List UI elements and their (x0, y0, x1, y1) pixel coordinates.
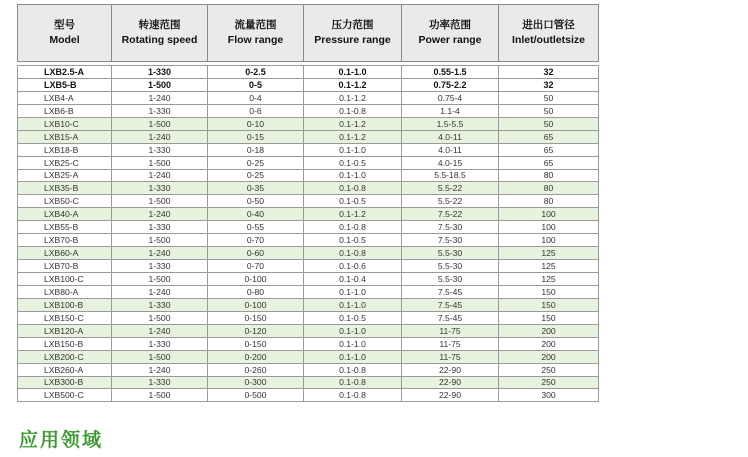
cell-flow-range: 0-120 (208, 324, 304, 337)
cell-flow-range: 0-150 (208, 337, 304, 350)
cell-rotating-speed: 1-240 (112, 130, 208, 143)
cell-power-range: 22-90 (402, 376, 499, 389)
cell-pressure-range: 0.1-0.8 (304, 182, 402, 195)
cell-power-range: 4.0-15 (402, 156, 499, 169)
cell-power-range: 7.5-45 (402, 285, 499, 298)
cell-model: LXB120-A (18, 324, 112, 337)
cell-model: LXB80-A (18, 285, 112, 298)
cell-rotating-speed: 1-240 (112, 208, 208, 221)
table-row (18, 182, 599, 195)
cell-power-range: 22-90 (402, 363, 499, 376)
cell-power-range: 1.1-4 (402, 104, 499, 117)
cell-rotating-speed: 1-500 (112, 117, 208, 130)
cell-power-range: 22-90 (402, 389, 499, 402)
cell-power-range: 5.5-22 (402, 182, 499, 195)
cell-flow-range: 0-260 (208, 363, 304, 376)
cell-power-range: 0.75-4 (402, 91, 499, 104)
table-row (18, 234, 599, 247)
cell-pressure-range: 0.1-0.5 (304, 311, 402, 324)
cell-flow-range: 0-4 (208, 91, 304, 104)
cell-inlet-outlet-size: 200 (499, 324, 599, 337)
cell-inlet-outlet-size: 80 (499, 182, 599, 195)
cell-model: LXB15-A (18, 130, 112, 143)
cell-flow-range: 0-2.5 (208, 66, 304, 79)
table-row (18, 298, 599, 311)
cell-flow-range: 0-25 (208, 169, 304, 182)
cell-inlet-outlet-size: 50 (499, 104, 599, 117)
cell-rotating-speed: 1-330 (112, 182, 208, 195)
cell-flow-range: 0-80 (208, 285, 304, 298)
cell-rotating-speed: 1-240 (112, 91, 208, 104)
cell-flow-range: 0-6 (208, 104, 304, 117)
cell-pressure-range: 0.1-0.8 (304, 247, 402, 260)
cell-rotating-speed: 1-500 (112, 78, 208, 91)
cell-flow-range: 0-25 (208, 156, 304, 169)
cell-flow-range: 0-50 (208, 195, 304, 208)
header-power-range: 功率范围 Power range (402, 5, 499, 62)
cell-inlet-outlet-size: 250 (499, 376, 599, 389)
cell-flow-range: 0-300 (208, 376, 304, 389)
cell-flow-range: 0-100 (208, 273, 304, 286)
spec-table (17, 4, 599, 402)
cell-inlet-outlet-size: 150 (499, 298, 599, 311)
cell-power-range: 5.5-30 (402, 273, 499, 286)
cell-rotating-speed: 1-330 (112, 221, 208, 234)
cell-pressure-range: 0.1-1.0 (304, 143, 402, 156)
cell-pressure-range: 0.1-1.0 (304, 169, 402, 182)
cell-pressure-range: 0.1-1.2 (304, 78, 402, 91)
table-row (18, 363, 599, 376)
table-header-row (18, 5, 599, 62)
cell-inlet-outlet-size: 250 (499, 363, 599, 376)
cell-flow-range: 0-55 (208, 221, 304, 234)
cell-rotating-speed: 1-500 (112, 350, 208, 363)
cell-flow-range: 0-10 (208, 117, 304, 130)
cell-pressure-range: 0.1-1.2 (304, 130, 402, 143)
cell-pressure-range: 0.1-1.2 (304, 91, 402, 104)
cell-rotating-speed: 1-330 (112, 260, 208, 273)
cell-inlet-outlet-size: 32 (499, 66, 599, 79)
cell-model: LXB5-B (18, 78, 112, 91)
cell-rotating-speed: 1-240 (112, 363, 208, 376)
table-row (18, 285, 599, 298)
cell-inlet-outlet-size: 50 (499, 117, 599, 130)
cell-model: LXB25-A (18, 169, 112, 182)
cell-model: LXB55-B (18, 221, 112, 234)
cell-pressure-range: 0.1-0.8 (304, 376, 402, 389)
cell-flow-range: 0-500 (208, 389, 304, 402)
table-row (18, 208, 599, 221)
cell-model: LXB200-C (18, 350, 112, 363)
cell-inlet-outlet-size: 80 (499, 169, 599, 182)
cell-flow-range: 0-70 (208, 260, 304, 273)
cell-pressure-range: 0.1-0.8 (304, 389, 402, 402)
cell-pressure-range: 0.1-1.0 (304, 350, 402, 363)
cell-flow-range: 0-18 (208, 143, 304, 156)
cell-model: LXB10-C (18, 117, 112, 130)
table-row (18, 389, 599, 402)
cell-model: LXB4-A (18, 91, 112, 104)
table-row (18, 91, 599, 104)
cell-power-range: 11-75 (402, 337, 499, 350)
cell-model: LXB150-C (18, 311, 112, 324)
cell-pressure-range: 0.1-0.5 (304, 234, 402, 247)
cell-pressure-range: 0.1-1.0 (304, 337, 402, 350)
cell-pressure-range: 0.1-0.8 (304, 363, 402, 376)
cell-model: LXB18-B (18, 143, 112, 156)
cell-inlet-outlet-size: 300 (499, 389, 599, 402)
cell-rotating-speed: 1-240 (112, 324, 208, 337)
cell-power-range: 7.5-45 (402, 298, 499, 311)
cell-model: LXB70-B (18, 260, 112, 273)
cell-rotating-speed: 1-500 (112, 156, 208, 169)
cell-model: LXB40-A (18, 208, 112, 221)
header-flow-range: 流量范围 Flow range (208, 5, 304, 62)
cell-inlet-outlet-size: 80 (499, 195, 599, 208)
cell-pressure-range: 0.1-0.8 (304, 221, 402, 234)
cell-pressure-range: 0.1-0.5 (304, 156, 402, 169)
cell-flow-range: 0-5 (208, 78, 304, 91)
table-row (18, 117, 599, 130)
table-row (18, 78, 599, 91)
cell-power-range: 7.5-45 (402, 311, 499, 324)
cell-inlet-outlet-size: 32 (499, 78, 599, 91)
cell-pressure-range: 0.1-1.0 (304, 298, 402, 311)
cell-pressure-range: 0.1-0.8 (304, 104, 402, 117)
cell-pressure-range: 0.1-1.0 (304, 324, 402, 337)
cell-inlet-outlet-size: 200 (499, 350, 599, 363)
cell-model: LXB300-B (18, 376, 112, 389)
header-inlet-outlet-size: 进出口管径 Inlet/outletsize (499, 5, 599, 62)
cell-power-range: 1.5-5.5 (402, 117, 499, 130)
table-row (18, 156, 599, 169)
cell-flow-range: 0-150 (208, 311, 304, 324)
table-row (18, 247, 599, 260)
cell-model: LXB50-C (18, 195, 112, 208)
cell-inlet-outlet-size: 150 (499, 285, 599, 298)
cell-rotating-speed: 1-500 (112, 195, 208, 208)
table-row (18, 311, 599, 324)
cell-inlet-outlet-size: 100 (499, 208, 599, 221)
cell-power-range: 4.0-11 (402, 143, 499, 156)
cell-inlet-outlet-size: 200 (499, 337, 599, 350)
cell-flow-range: 0-200 (208, 350, 304, 363)
cell-power-range: 5.5-18.5 (402, 169, 499, 182)
cell-pressure-range: 0.1-1.2 (304, 117, 402, 130)
table-row (18, 273, 599, 286)
cell-power-range: 11-75 (402, 350, 499, 363)
cell-flow-range: 0-40 (208, 208, 304, 221)
header-model: 型号 Model (18, 5, 112, 62)
cell-inlet-outlet-size: 65 (499, 156, 599, 169)
table-row (18, 143, 599, 156)
cell-power-range: 5.5-30 (402, 247, 499, 260)
cell-model: LXB100-B (18, 298, 112, 311)
cell-pressure-range: 0.1-1.2 (304, 208, 402, 221)
cell-model: LXB60-A (18, 247, 112, 260)
cell-rotating-speed: 1-330 (112, 298, 208, 311)
cell-pressure-range: 0.1-1.0 (304, 66, 402, 79)
cell-model: LXB100-C (18, 273, 112, 286)
cell-rotating-speed: 1-330 (112, 337, 208, 350)
cell-inlet-outlet-size: 100 (499, 221, 599, 234)
header-rotating-speed: 转速范围 Rotating speed (112, 5, 208, 62)
table-row (18, 324, 599, 337)
cell-model: LXB35-B (18, 182, 112, 195)
cell-flow-range: 0-35 (208, 182, 304, 195)
cell-model: LXB70-B (18, 234, 112, 247)
cell-power-range: 11-75 (402, 324, 499, 337)
cell-inlet-outlet-size: 150 (499, 311, 599, 324)
cell-rotating-speed: 1-500 (112, 311, 208, 324)
section-title: 应用领域 (19, 429, 104, 451)
cell-inlet-outlet-size: 125 (499, 247, 599, 260)
cell-inlet-outlet-size: 65 (499, 143, 599, 156)
cell-power-range: 0.75-2.2 (402, 78, 499, 91)
cell-flow-range: 0-70 (208, 234, 304, 247)
cell-model: LXB2.5-A (18, 66, 112, 79)
cell-power-range: 7.5-22 (402, 208, 499, 221)
cell-power-range: 0.55-1.5 (402, 66, 499, 79)
cell-rotating-speed: 1-330 (112, 143, 208, 156)
table-body (18, 62, 599, 402)
cell-model: LXB260-A (18, 363, 112, 376)
cell-rotating-speed: 1-330 (112, 66, 208, 79)
cell-inlet-outlet-size: 125 (499, 260, 599, 273)
table-row (18, 350, 599, 363)
cell-power-range: 7.5-30 (402, 221, 499, 234)
cell-inlet-outlet-size: 50 (499, 91, 599, 104)
cell-pressure-range: 0.1-1.0 (304, 285, 402, 298)
table-row (18, 195, 599, 208)
cell-flow-range: 0-60 (208, 247, 304, 260)
table-row (18, 221, 599, 234)
table-row (18, 376, 599, 389)
cell-power-range: 7.5-30 (402, 234, 499, 247)
cell-inlet-outlet-size: 125 (499, 273, 599, 286)
cell-rotating-speed: 1-500 (112, 273, 208, 286)
table-row (18, 169, 599, 182)
cell-model: LXB25-C (18, 156, 112, 169)
cell-rotating-speed: 1-330 (112, 376, 208, 389)
cell-flow-range: 0-15 (208, 130, 304, 143)
cell-pressure-range: 0.1-0.5 (304, 195, 402, 208)
cell-rotating-speed: 1-500 (112, 234, 208, 247)
cell-rotating-speed: 1-240 (112, 169, 208, 182)
cell-rotating-speed: 1-240 (112, 247, 208, 260)
cell-model: LXB6-B (18, 104, 112, 117)
cell-pressure-range: 0.1-0.6 (304, 260, 402, 273)
cell-flow-range: 0-100 (208, 298, 304, 311)
cell-power-range: 4.0-11 (402, 130, 499, 143)
cell-rotating-speed: 1-240 (112, 285, 208, 298)
table-row (18, 337, 599, 350)
cell-power-range: 5.5-22 (402, 195, 499, 208)
table-row (18, 260, 599, 273)
cell-inlet-outlet-size: 100 (499, 234, 599, 247)
table-row (18, 130, 599, 143)
header-pressure-range: 压力范围 Pressure range (304, 5, 402, 62)
cell-model: LXB150-B (18, 337, 112, 350)
table-row (18, 104, 599, 117)
cell-rotating-speed: 1-500 (112, 389, 208, 402)
cell-rotating-speed: 1-330 (112, 104, 208, 117)
cell-pressure-range: 0.1-0.4 (304, 273, 402, 286)
cell-model: LXB500-C (18, 389, 112, 402)
cell-power-range: 5.5-30 (402, 260, 499, 273)
cell-inlet-outlet-size: 65 (499, 130, 599, 143)
table-row (18, 66, 599, 79)
